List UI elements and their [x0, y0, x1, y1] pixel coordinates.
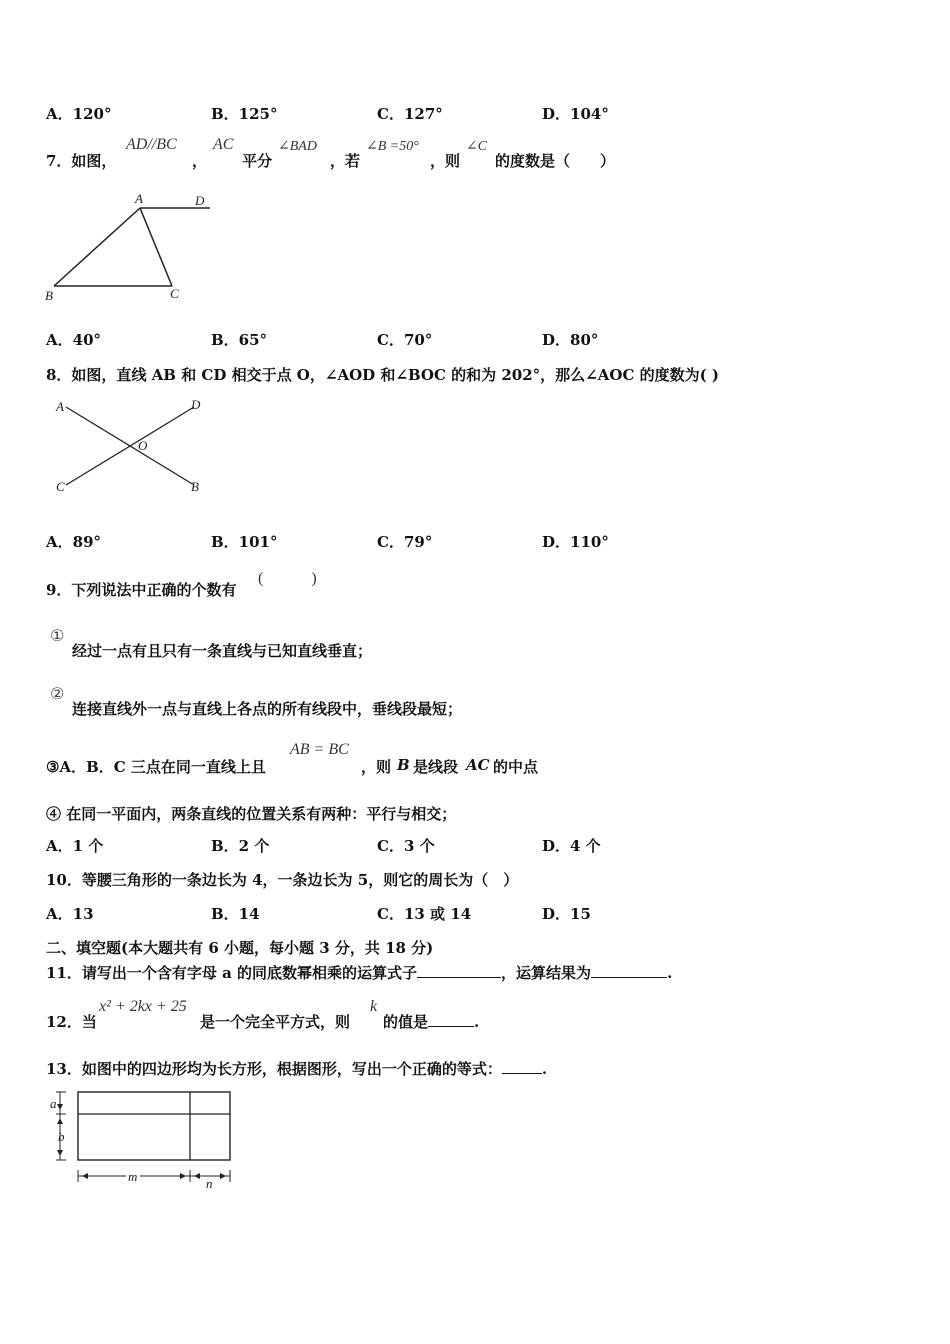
q8-figure [50, 393, 210, 503]
q8-option-c: C．79° [377, 533, 433, 551]
q11-blank-1[interactable] [417, 963, 501, 978]
q11-text-end: . [667, 964, 673, 982]
q13-text-end: . [541, 1060, 548, 1078]
q7-option-a: A．40° [46, 331, 102, 349]
q9-math-ab-eq-bc: AB = BC [290, 741, 349, 758]
q12-text-end: . [474, 1013, 480, 1031]
q7-text-3: ，若 [330, 152, 361, 170]
q8-label-o: O [138, 438, 148, 453]
q8-question: 8．如图，直线 AB 和 CD 相交于点 O，∠AOD 和∠BOC 的和为 202°，那么∠AOC 的度数为( ) [46, 366, 720, 384]
section-2-title: 二、填空题(本大题共有 6 小题，每小题 3 分，共 18 分) [46, 939, 434, 957]
q7-label-a: A [135, 191, 143, 206]
q13-outer-rectangle [78, 1092, 230, 1160]
q9-option-b: B．2 个 [211, 837, 270, 855]
q9-mark-1: ① [50, 626, 65, 645]
q9-statement-1: 经过一点有且只有一条直线与已知直线垂直； [72, 642, 373, 660]
q13-text: 13．如图中的四边形均为长方形，根据图形，写出一个正确的等式： [46, 1060, 502, 1078]
q7-option-b: B．65° [211, 331, 268, 349]
q8-label-b: B [191, 479, 199, 494]
q10-option-b: B．14 [211, 905, 260, 923]
q8-label-a: A [56, 399, 64, 414]
q7-line-ab [54, 208, 140, 286]
q9-option-a: A．1 个 [46, 837, 104, 855]
q9-statement-3-post2: 的中点 [493, 758, 539, 776]
q7-figure [40, 188, 220, 308]
q7-math-angle-c: ∠C [466, 139, 488, 154]
q8-option-a: A．89° [46, 533, 102, 551]
q7-math-angle-b: ∠B =50° [366, 139, 419, 154]
q7-math-ad-parallel-bc: AD//BC [126, 136, 177, 153]
q7-text-5: 的度数是（ ） [495, 152, 616, 170]
q9-mark-2: ② [50, 684, 65, 703]
q11-text-mid: ，运算结果为 [501, 964, 592, 982]
q11-blank-2[interactable] [591, 963, 667, 978]
q9-statement-3-b: B [397, 756, 410, 774]
q8-option-b: B．101° [211, 533, 278, 551]
q13-label-m: m [128, 1169, 138, 1184]
q6-option-c: C．127° [377, 105, 443, 123]
q9-option-c: C．3 个 [377, 837, 435, 855]
q7-option-d: D．80° [542, 331, 599, 349]
q7-line-ac [140, 208, 172, 286]
q12-math-expression: x² + 2kx + 25 [99, 998, 187, 1015]
q8-label-c: C [56, 479, 65, 494]
q8-option-d: D．110° [542, 533, 609, 551]
q7-label-c: C [170, 286, 179, 301]
q9-option-d: D．4 个 [542, 837, 601, 855]
q7-text-1: ， [192, 152, 208, 170]
q13-label-n: n [206, 1176, 213, 1191]
q9-paren: ( ) [258, 570, 317, 587]
q8-label-d: D [191, 397, 201, 412]
q12-pre: 12．当 [46, 1013, 97, 1031]
q12-text-mid: 是一个完全平方式，则 [200, 1013, 351, 1031]
q9-statement-3-mid: ，则 [361, 758, 392, 776]
q13-label-b: b [58, 1129, 65, 1144]
q12-text-post: 的值是 [383, 1013, 429, 1031]
q6-option-b: B．125° [211, 105, 278, 123]
q9-statement-4: ④ 在同一平面内，两条直线的位置关系有两种：平行与相交； [46, 805, 457, 823]
q10-option-a: A．13 [46, 905, 94, 923]
q7-label-d: D [195, 193, 205, 208]
q13-label-a: a [50, 1096, 57, 1111]
q13-blank[interactable] [502, 1059, 542, 1074]
q9-statement-3-post1: 是线段 [413, 758, 459, 776]
q11-question [46, 962, 672, 983]
q11-text-pre: 11．请写出一个含有字母 a 的同底数幂相乘的运算式子 [46, 964, 418, 982]
q7-option-c: C．70° [377, 331, 433, 349]
q9-statement-2: 连接直线外一点与直线上各点的所有线段中，垂线段最短； [72, 700, 463, 718]
q10-question: 10．等腰三角形的一条边长为 4，一条边长为 5，则它的周长为（ ） [46, 871, 519, 889]
q12-question [200, 1011, 350, 1032]
q12-blank[interactable] [428, 1012, 474, 1027]
q10-option-d: D．15 [542, 905, 591, 923]
q9-question: 9．下列说法中正确的个数有 [46, 581, 237, 599]
q6-option-d: D．104° [542, 105, 609, 123]
q13-figure [44, 1086, 239, 1191]
q10-option-c: C．13 或 14 [377, 905, 472, 923]
q7-text-2: 平分 [242, 152, 273, 170]
q13-question [46, 1058, 547, 1079]
q12-math-k: k [370, 998, 378, 1015]
q9-statement-3-ac: AC [466, 756, 490, 774]
q9-statement-3-pre: ③A．B．C 三点在同一直线上且 [46, 758, 266, 776]
q7-text-4: ，则 [430, 152, 461, 170]
q7-math-ac: AC [213, 136, 234, 153]
q7-label-b: B [45, 288, 53, 303]
q6-option-a: A．120° [46, 105, 112, 123]
q7-math-angle-bad: ∠BAD [278, 139, 317, 154]
q12-answer-line [383, 1011, 479, 1032]
q7-number: 7．如图， [46, 152, 117, 170]
